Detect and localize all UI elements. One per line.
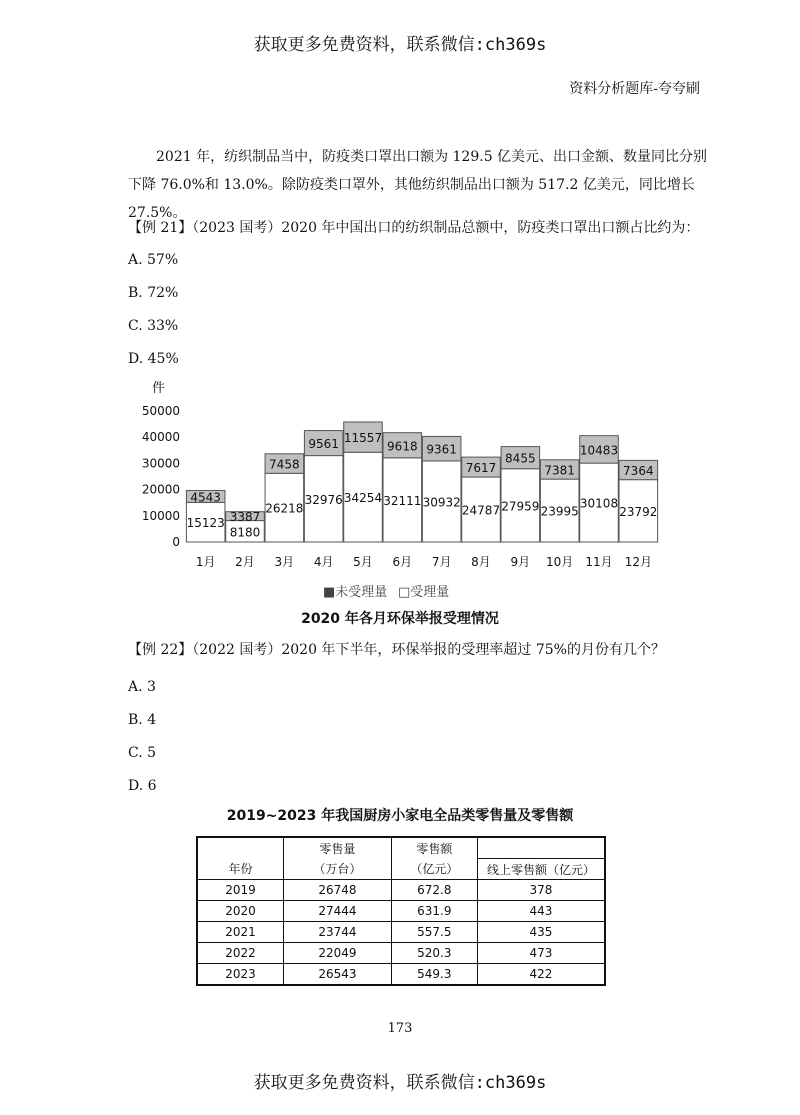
q22-option-c: C. 5	[128, 745, 157, 761]
x-tick-label: 7月	[431, 555, 452, 569]
watermark-bottom: 获取更多免费资料，联系微信:ch369s	[253, 1073, 547, 1093]
table-row	[197, 922, 605, 943]
chart-svg	[128, 378, 668, 603]
data-label-accepted: 27959	[501, 499, 540, 514]
y-tick-label: 20000	[141, 482, 180, 497]
data-label-unaccepted: 9561	[308, 437, 339, 452]
cell-year: 2020	[197, 901, 284, 922]
data-label-accepted: 24787	[461, 503, 501, 518]
y-tick-label: 40000	[141, 430, 180, 445]
x-tick-label: 10月	[546, 555, 574, 569]
table-row	[197, 943, 605, 964]
header-amount-unit: （亿元）	[391, 859, 477, 880]
cell-amount: 520.3	[391, 943, 477, 964]
x-tick-label: 1月	[195, 555, 216, 569]
cell-online: 443	[477, 901, 605, 922]
x-tick-label: 2月	[235, 555, 255, 569]
running-head: 资料分析题库-夸夸刷	[569, 81, 700, 97]
data-label-unaccepted: 7617	[465, 461, 497, 476]
data-label-unaccepted: 10483	[579, 443, 619, 458]
header-year-blank	[197, 837, 284, 859]
table-row	[197, 880, 605, 901]
legend-accepted: □受理量	[398, 585, 450, 600]
cell-volume: 26543	[284, 964, 392, 986]
x-tick-label: 9月	[510, 555, 531, 569]
cell-online: 422	[477, 964, 605, 986]
cell-year: 2019	[197, 880, 284, 901]
q21-option-c: C. 33%	[128, 318, 179, 334]
legend-unaccepted: ■未受理量	[323, 585, 388, 600]
y-tick-label: 10000	[141, 508, 180, 523]
x-tick-label: 5月	[353, 555, 373, 569]
data-label-accepted: 23792	[619, 504, 658, 519]
q22-option-b: B. 4	[128, 712, 157, 728]
header-volume-unit: （万台）	[284, 859, 392, 880]
y-tick-label: 30000	[141, 456, 180, 471]
page-number: 173	[387, 1021, 413, 1036]
data-label-unaccepted: 7458	[269, 457, 300, 472]
q21-option-b: B. 72%	[128, 285, 179, 301]
data-label-unaccepted: 3387	[229, 510, 261, 525]
cell-volume: 22049	[284, 943, 392, 964]
data-label-unaccepted: 8455	[505, 451, 536, 466]
table-row	[197, 901, 605, 922]
table-row	[197, 964, 605, 986]
table-header-row-2	[197, 859, 605, 880]
cell-volume: 23744	[284, 922, 392, 943]
cell-online: 435	[477, 922, 605, 943]
data-label-unaccepted: 7364	[623, 464, 654, 479]
data-label-unaccepted: 9361	[426, 442, 457, 457]
table-header-row-1	[197, 837, 605, 859]
data-label-accepted: 23995	[540, 504, 579, 519]
data-label-accepted: 34254	[343, 491, 383, 506]
data-label-accepted: 26218	[265, 501, 304, 516]
x-tick-label: 8月	[471, 555, 491, 569]
data-label-unaccepted: 9618	[387, 439, 418, 454]
cell-online: 473	[477, 943, 605, 964]
header-volume: 零售量	[284, 837, 392, 859]
data-label-unaccepted: 7381	[544, 463, 575, 478]
data-label-accepted: 30108	[579, 496, 619, 511]
cell-amount: 557.5	[391, 922, 477, 943]
cell-year: 2023	[197, 964, 284, 986]
data-label-unaccepted: 4543	[190, 490, 221, 505]
data-label-accepted: 8180	[229, 525, 261, 540]
intro-paragraph: 2021 年，纺织制品当中，防疫类口罩出口额为 129.5 亿美元、出口金额、数量同比分别下降 76.0%和 13.0%。除防疫类口罩外，其他纺织制品出口额为 517.2 亿美元，同比增长 27.5%。	[128, 149, 708, 221]
data-label-accepted: 30932	[422, 495, 461, 510]
data-label-accepted: 32976	[304, 492, 343, 507]
header-year: 年份	[197, 859, 284, 880]
cell-year: 2021	[197, 922, 284, 943]
header-online-blank	[477, 837, 605, 859]
cell-year: 2022	[197, 943, 284, 964]
q21-option-a: A. 57%	[128, 252, 179, 268]
y-axis-label: 件	[152, 381, 166, 396]
header-amount: 零售额	[391, 837, 477, 859]
cell-amount: 549.3	[391, 964, 477, 986]
complaints-chart	[128, 378, 668, 603]
chart-title: 2020 年各月环保举报受理情况	[301, 611, 499, 627]
q21-option-d: D. 45%	[128, 351, 179, 367]
q22-option-a: A. 3	[128, 679, 156, 695]
x-tick-label: 12月	[624, 555, 652, 569]
x-tick-label: 4月	[313, 555, 334, 569]
cell-volume: 26748	[284, 880, 392, 901]
q22-option-d: D. 6	[128, 778, 157, 794]
watermark-top: 获取更多免费资料，联系微信:ch369s	[253, 35, 547, 55]
header-online: 线上零售额（亿元）	[477, 859, 605, 880]
cell-amount: 631.9	[391, 901, 477, 922]
data-label-accepted: 32111	[383, 493, 422, 508]
y-tick-label: 50000	[141, 404, 180, 418]
x-tick-label: 6月	[392, 555, 413, 569]
y-tick-label: 0	[172, 535, 180, 549]
x-tick-label: 11月	[585, 555, 613, 569]
cell-volume: 27444	[284, 901, 392, 922]
x-tick-label: 3月	[274, 555, 295, 569]
question-22: 【例 22】（2022 国考）2020 年下半年，环保举报的受理率超过 75%的月份有几个？	[128, 642, 665, 658]
data-label-accepted: 15123	[186, 516, 225, 531]
table-title: 2019~2023 年我国厨房小家电全品类零售量及零售额	[226, 808, 574, 824]
cell-online: 378	[477, 880, 605, 901]
question-21: 【例 21】（2023 国考）2020 年中国出口的纺织制品总额中，防疫类口罩出口额占比约为：	[128, 220, 700, 236]
data-label-unaccepted: 11557	[343, 431, 383, 446]
retail-table	[196, 836, 606, 986]
cell-amount: 672.8	[391, 880, 477, 901]
